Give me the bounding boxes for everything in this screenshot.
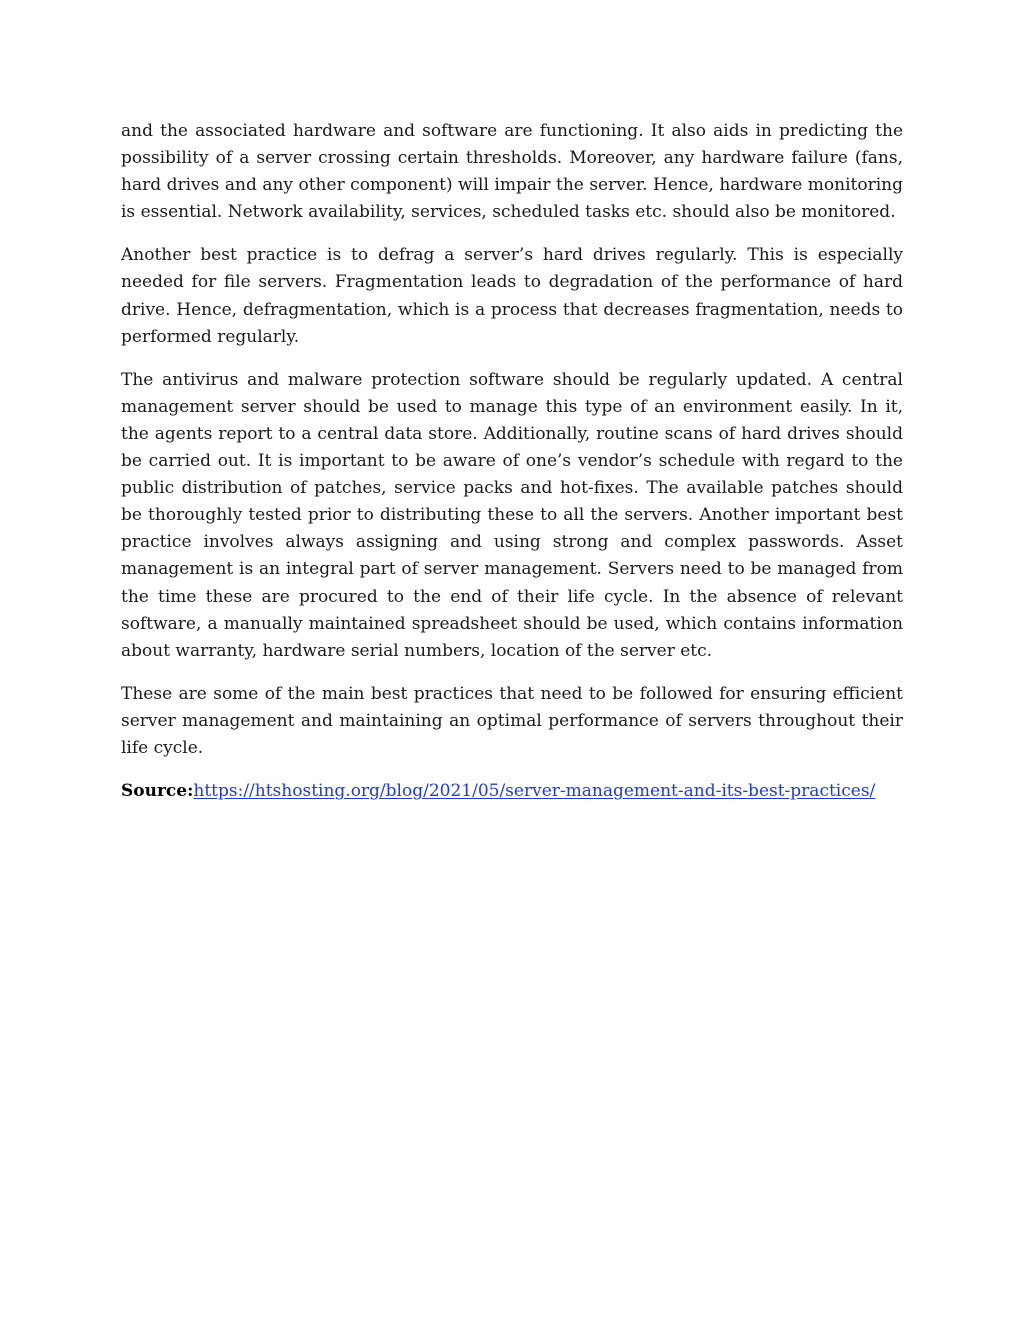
paragraph-monitoring: and the associated hardware and software are functioning. It also aids in predicting the possibility of a server crossing certain thresholds. Moreover, any hardware failure (fans, hard drives and any other component) will impair the server. Hence, hardware monitoring is essential. Network availability, services, scheduled tasks etc. should also be monitored. — [121, 121, 903, 223]
source-label: Source: — [121, 781, 194, 802]
paragraph-antivirus: The antivirus and malware protection software should be regularly updated. A central management server should be used to manage this type of an environment easily. In it, the agents report to a central data store. Additionally, routine scans of hard drives should be carried out. It is important to be aware of one’s vendor’s schedule with regard to the public distribution of patches, service packs and hot-fixes. The available patches should be thoroughly tested prior to distributing these to all the servers. Another important best practice involves always assigning and using strong and complex passwords. Asset management is an integral part of server management. Servers need to be managed from the time these are procured to the end of their life cycle. In the absence of relevant software, a manually maintained spreadsheet should be used, which contains information about warranty, hardware serial numbers, location of the server etc. — [121, 369, 903, 661]
paragraph-conclusion: These are some of the main best practices that need to be followed for ensuring efficient server management and maintaining an optimal performance of servers throughout their life cycle. — [121, 683, 903, 758]
source-link[interactable]: https://htshosting.org/blog/2021/05/server-management-and-its-best-practices/ — [193, 781, 876, 802]
document-page — [121, 118, 903, 805]
paragraph-defrag: Another best practice is to defrag a server’s hard drives regularly. This is especially needed for file servers. Fragmentation leads to degradation of the performance of hard drive. Hence, defragmentation, which is a process that decreases fragmentation, needs to performed regularly. — [121, 245, 903, 347]
source-line — [121, 778, 903, 805]
